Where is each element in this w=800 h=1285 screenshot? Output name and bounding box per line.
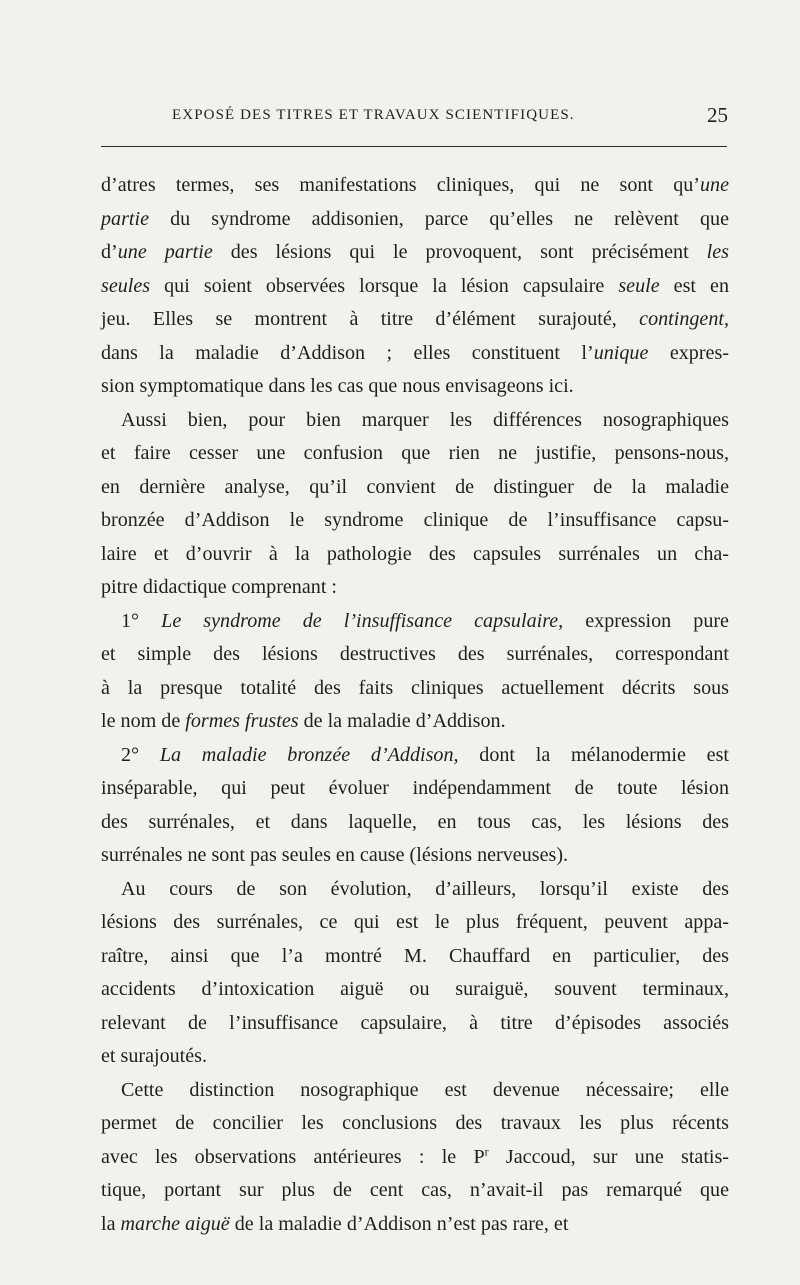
text-line (101, 739, 729, 773)
text-line (101, 1141, 729, 1175)
text-run: pitre didactique comprenant : (101, 576, 338, 598)
text-line (101, 1208, 729, 1242)
running-head (100, 104, 728, 130)
text-run: expres- (648, 341, 729, 364)
text-run: le nom de (101, 710, 186, 732)
text-line (101, 1040, 729, 1074)
text-run: qui soient observées lorsque la lésion capsulaire (150, 274, 619, 297)
text-run: de la maladie d’Addison n’est pas rare, et (229, 1212, 569, 1235)
text-run: permet de concilier les conclusions des travaux les plus récents (101, 1112, 729, 1134)
text-line (101, 236, 729, 270)
text-line (101, 605, 729, 639)
paragraph (101, 1074, 729, 1242)
text-line (101, 1007, 729, 1041)
text-run: tique, portant sur plus de cent cas, n’avait-il pas remarqué que (101, 1179, 729, 1201)
text-line (101, 973, 729, 1007)
text-run: des surrénales, et dans laquelle, en tous cas, les lésions des (101, 810, 729, 833)
text-run: Cette distinction nosographique est devenue nécessaire; elle (121, 1078, 729, 1101)
text-run: dont la mélanodermie est (458, 743, 729, 766)
text-run: expression pure (563, 609, 729, 632)
text-run: sion symptomatique dans les cas que nous envisageons ici. (101, 375, 574, 397)
page-number: 25 (707, 103, 728, 127)
text-line (101, 1107, 729, 1141)
text-line (101, 772, 729, 806)
text-run (139, 610, 161, 632)
text-run: et simple des lésions destructives des surrénales, correspondant (101, 643, 729, 665)
text-line (101, 839, 729, 873)
text-run: des lésions qui le provoquent, sont précisément (212, 241, 707, 263)
text-run: accidents d’intoxication aiguë ou suraiguë, souvent terminaux, (101, 978, 729, 1000)
paragraph (101, 404, 729, 605)
text-line (101, 638, 729, 672)
text-run (139, 744, 160, 766)
text-line (101, 538, 729, 572)
text-line (101, 370, 729, 404)
italic-text: Le syndrome de l’insuffisance capsulaire, (161, 609, 564, 632)
text-run: du syndrome addisonien, parce qu’elles ne relèvent que (149, 207, 729, 230)
text-line (101, 1174, 729, 1208)
text-line (101, 504, 729, 538)
italic-text: une (699, 174, 729, 196)
text-run: d’ (101, 241, 118, 263)
text-line (101, 873, 729, 907)
italic-text: les (706, 241, 729, 263)
text-run: raître, ainsi que l’a montré M. Chauffard en particulier, des (101, 944, 729, 967)
text-line (101, 270, 729, 304)
text-line (101, 1074, 729, 1108)
paragraph (101, 605, 729, 739)
paragraph (101, 169, 729, 404)
text-line (101, 169, 729, 203)
paragraph (101, 873, 729, 1074)
text-run: d’atres termes, ses manifestations cliniques, qui ne sont qu’ (101, 174, 700, 196)
text-run: lésions des surrénales, ce qui est le plus fréquent, peuvent appa- (101, 911, 729, 933)
text-run: surrénales ne sont pas seules en cause (lésions nerveuses). (101, 844, 569, 866)
text-run: dans la maladie d’Addison ; elles constituent l’ (101, 341, 594, 364)
italic-text: une partie (117, 241, 213, 263)
text-line (101, 705, 729, 739)
italic-text: La maladie bronzée d’Addison, (159, 743, 459, 766)
text-run: avec les observations antérieures : le P (101, 1145, 485, 1168)
text-line (101, 203, 729, 237)
text-run: relevant de l’insuffisance capsulaire, à titre d’épisodes associés (101, 1011, 729, 1034)
italic-text: seules (101, 274, 151, 297)
text-line (101, 940, 729, 974)
italic-text: marche aiguë (120, 1212, 230, 1235)
text-run: Jaccoud, sur une statis- (488, 1145, 730, 1168)
text-run: est en (659, 274, 729, 297)
text-line (101, 672, 729, 706)
italic-text: contingent, (639, 308, 729, 330)
text-line (101, 337, 729, 371)
italic-text: partie (101, 207, 149, 230)
paragraph (101, 739, 729, 873)
text-run: à la presque totalité des faits cliniques actuellement décrits sous (101, 676, 729, 699)
running-title: EXPOSÉ DES TITRES ET TRAVAUX SCIENTIFIQUES. (172, 107, 575, 123)
text-run: bronzée d’Addison le syndrome clinique de l’insuffisance capsu- (101, 509, 729, 531)
italic-text: seule (618, 274, 660, 297)
text-run: inséparable, qui peut évoluer indépendamment de toute lésion (101, 777, 729, 799)
text-run: la (101, 1212, 121, 1235)
text-run: jeu. Elles se montrent à titre d’élément surajouté, (101, 308, 640, 330)
text-run: 1° (121, 609, 140, 632)
text-line (101, 906, 729, 940)
text-line (101, 404, 729, 438)
text-run: de la maladie d’Addison. (298, 710, 506, 732)
text-run: laire et d’ouvrir à la pathologie des capsules surrénales un cha- (101, 542, 729, 565)
italic-text: unique (593, 341, 649, 364)
text-run: r (484, 1143, 489, 1158)
header-rule (101, 146, 727, 147)
text-run: Au cours de son évolution, d’ailleurs, lorsqu’il existe des (121, 877, 729, 900)
text-run: et faire cesser une confusion que rien ne justifie, pensons-nous, (101, 442, 729, 464)
text-line (101, 571, 729, 605)
text-line (101, 471, 729, 505)
text-line (101, 806, 729, 840)
text-run: en dernière analyse, qu’il convient de distinguer de la maladie (101, 475, 729, 498)
body-text (101, 169, 729, 1241)
italic-text: formes frustes (185, 710, 299, 732)
text-run: Aussi bien, pour bien marquer les différences nosographiques (121, 408, 729, 431)
text-run: 2° (121, 743, 140, 766)
text-line (101, 437, 729, 471)
text-line (101, 303, 729, 337)
text-run: et surajoutés. (101, 1045, 208, 1067)
